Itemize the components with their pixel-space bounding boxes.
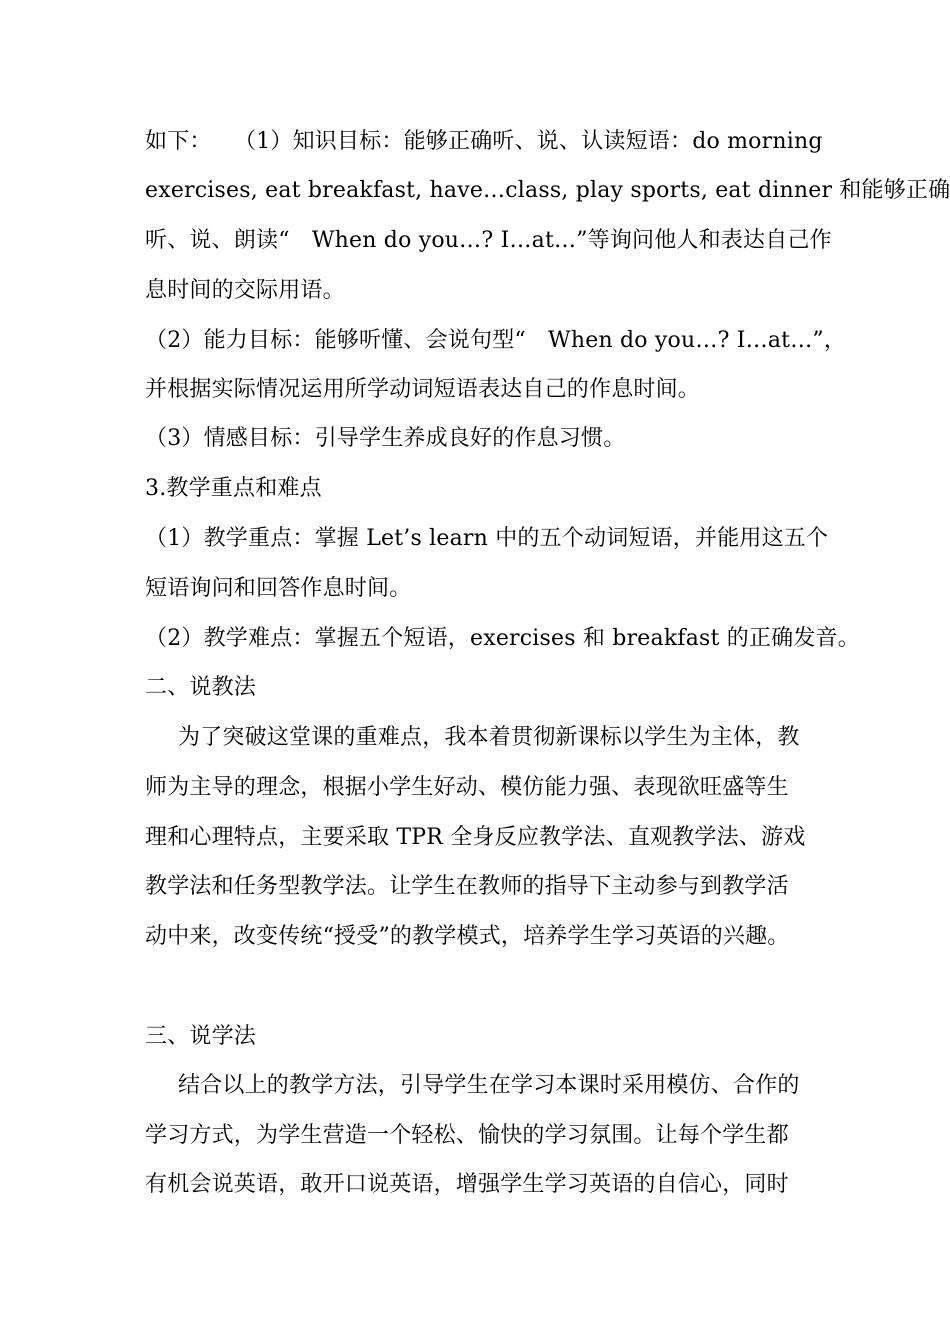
text-line: 听、说、朗读“ When do you…? I…at…”等询问他人和表达自己作 bbox=[145, 228, 832, 253]
section-heading: 3.教学重点和难点 bbox=[145, 476, 322, 501]
paragraph-first-line: 结合以上的教学方法，引导学生在学习本课时采用模仿、合作的 bbox=[178, 1073, 800, 1098]
section-heading: 三、说学法 bbox=[145, 1024, 257, 1049]
text-line: 学习方式，为学生营造一个轻松、愉快的学习氛围。让每个学生都 bbox=[145, 1123, 789, 1148]
text-line: 息时间的交际用语。 bbox=[145, 278, 345, 303]
text-line: 并根据实际情况运用所学动词短语表达自己的作息时间。 bbox=[145, 377, 701, 402]
text-line: exercises, eat breakfast, have…class, play sports, eat dinner 和能够正确 bbox=[145, 178, 950, 203]
text-line: （3）情感目标：引导学生养成良好的作息习惯。 bbox=[145, 426, 626, 451]
text-line: 动中来，改变传统“授受”的教学模式，培养学生学习英语的兴趣。 bbox=[145, 924, 790, 949]
text-line: 教学法和任务型教学法。让学生在教师的指导下主动参与到教学活 bbox=[145, 874, 789, 899]
text-line: 如下： （1）知识目标：能够正确听、说、认读短语：do morning bbox=[145, 129, 823, 154]
text-line: 有机会说英语，敢开口说英语，增强学生学习英语的自信心，同时 bbox=[145, 1172, 789, 1197]
text-line: （2）教学难点：掌握五个短语，exercises 和 breakfast 的正确发音。 bbox=[145, 626, 860, 651]
text-line: （2）能力目标：能够听懂、会说句型“ When do you…? I…at…”， bbox=[145, 328, 847, 353]
text-line: 师为主导的理念，根据小学生好动、模仿能力强、表现欲旺盛等生 bbox=[145, 775, 789, 800]
text-line: 理和心理特点，主要采取 TPR 全身反应教学法、直观教学法、游戏 bbox=[145, 825, 806, 850]
text-line: 短语询问和回答作息时间。 bbox=[145, 576, 412, 601]
text-line: （1）教学重点：掌握 Let’s learn 中的五个动词短语，并能用这五个 bbox=[145, 526, 829, 551]
paragraph-first-line: 为了突破这堂课的重难点，我本着贯彻新课标以学生为主体，教 bbox=[178, 725, 800, 750]
section-heading: 二、说教法 bbox=[145, 675, 257, 700]
